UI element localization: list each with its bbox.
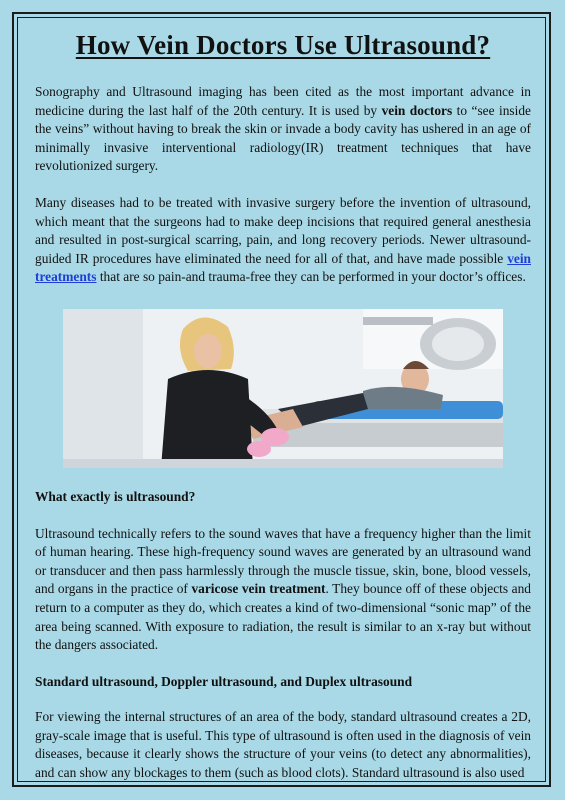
varicose-vein-treatment-bold: varicose vein treatment	[191, 581, 326, 597]
article-title: How Vein Doctors Use Ultrasound?	[75, 30, 491, 60]
intro-paragraph	[35, 83, 531, 176]
history-paragraph	[35, 194, 531, 287]
article	[35, 30, 531, 783]
intro-text-start: Sonography and Ultrasound imaging has been cited as the most important advance in medicine during the last half of the 20th century. It is used by	[35, 84, 531, 118]
ultrasound-paragraph	[35, 525, 531, 655]
standard-ultrasound-paragraph: For viewing the internal structures of an area of the body, standard ultrasound creates a 2D, gray-scale image that is useful. This type of ultrasound is often used in the diagnosis of vein diseases, because it clearly shows the structure of your veins (to detect any abnormalities), and can show any blockages to them (such as blood clots). Standard ultrasound is also used	[35, 709, 531, 781]
vein-doctors-bold: vein doctors	[381, 102, 453, 118]
intro-text-end: to “see inside the veins” without having to break the skin or invade a body cavity has ushered in an age of minimally invasive interventional radiology(IR) treatment techniques that have revolutionized surgery.	[35, 102, 531, 174]
section-heading-ultrasound-types: Standard ultrasound, Doppler ultrasound, and Duplex ultrasound	[35, 673, 413, 689]
vein-treatments-link[interactable]: vein treatments	[35, 250, 531, 285]
doctor-ultrasound-photo	[63, 309, 503, 468]
history-text-start: Many diseases had to be treated with invasive surgery before the invention of ultrasound, which meant that the surgeons had to make deep incisions that required general anesthesia and resulted in post-surgical scarring, pain, and long recovery periods. Newer ultrasound-guided IR procedures have eliminated the need for all of that, and have made possible	[35, 194, 531, 266]
ultrasound-text-start: Ultrasound technically refers to the sound waves that have a frequency higher than the limit of human hearing. These high-frequency sound waves are generated by an ultrasound wand or transducer and then pass harmlessly through the muscle tissue, skin, bone, blood vessels, and organs in the practice of	[35, 525, 531, 597]
section-heading-what-is-ultrasound: What exactly is ultrasound?	[35, 488, 196, 504]
photo-illustration	[63, 309, 503, 468]
ultrasound-text-end: . They bounce off of these objects and return to a computer as they do, which creates a kind of two-dimensional “sonic map” of the area being scanned. With exposure to radiation, the result is similar to an x-ray but without the dangers associated.	[35, 581, 531, 653]
history-text-end: that are so pain-and trauma-free they can be performed in your doctor’s offices.	[96, 269, 526, 285]
